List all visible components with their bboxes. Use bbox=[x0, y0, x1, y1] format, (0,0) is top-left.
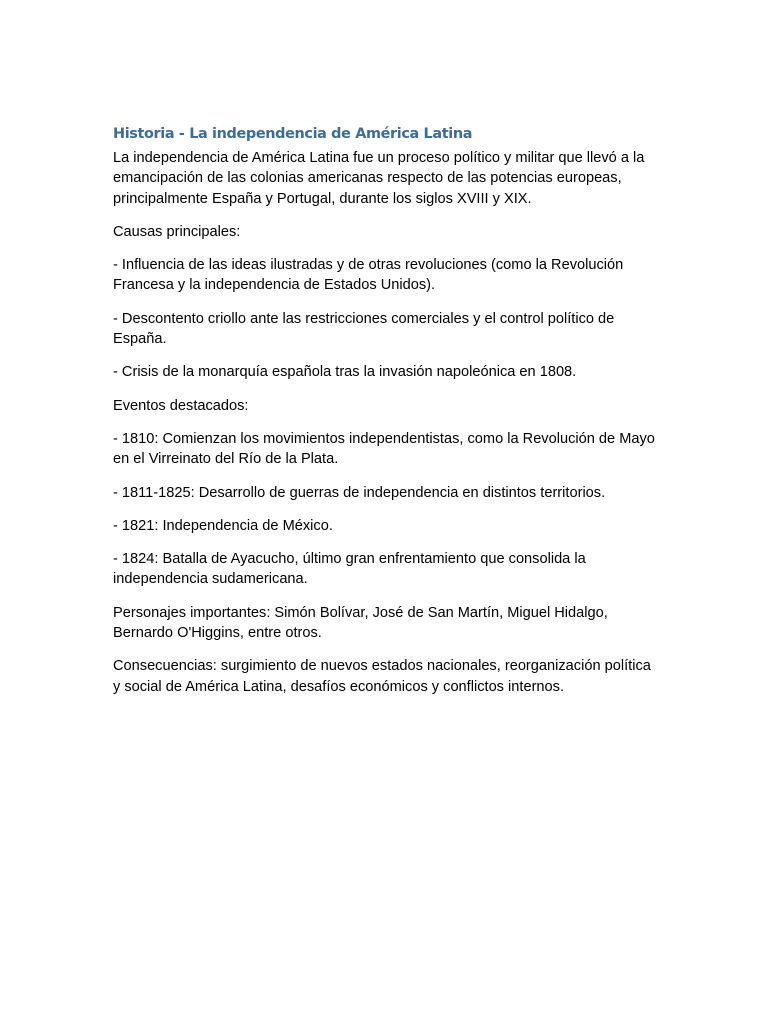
event-item: - 1821: Independencia de México. bbox=[113, 517, 333, 534]
intro-paragraph: La independencia de América Latina fue un proceso político y militar que llevó a la emancipación de las colonias americanas respecto de las potencias europeas, principalmente España y Portugal, durante los siglos XVIII y XIX. bbox=[113, 150, 645, 207]
document-title: Historia - La independencia de América Latina bbox=[113, 126, 473, 142]
cause-item: - Crisis de la monarquía española tras la invasión napoleónica en 1808. bbox=[113, 364, 577, 381]
document-page bbox=[113, 124, 658, 710]
consequences-paragraph: Consecuencias: surgimiento de nuevos estados nacionales, reorganización política y social de América Latina, desafíos económicos y conflictos internos. bbox=[113, 658, 651, 695]
figures-paragraph: Personajes importantes: Simón Bolívar, José de San Martín, Miguel Hidalgo, Bernardo O'Higgins, entre otros. bbox=[113, 604, 608, 642]
event-item: - 1810: Comienzan los movimientos independentistas, como la Revolución de Mayo en el Virreinato del Río de la Plata. bbox=[113, 430, 655, 468]
events-heading: Eventos destacados: bbox=[113, 397, 249, 414]
event-item: - 1824: Batalla de Ayacucho, último gran enfrentamiento que consolida la independencia sudamericana. bbox=[113, 551, 586, 588]
cause-item: - Influencia de las ideas ilustradas y de otras revoluciones (como la Revolución Francesa y la independencia de Estados Unidos). bbox=[113, 257, 624, 294]
event-item: - 1811-1825: Desarrollo de guerras de independencia en distintos territorios. bbox=[113, 484, 606, 501]
causes-heading: Causas principales: bbox=[113, 223, 241, 240]
cause-item: - Descontento criollo ante las restricciones comerciales y el control político de España. bbox=[113, 310, 615, 348]
